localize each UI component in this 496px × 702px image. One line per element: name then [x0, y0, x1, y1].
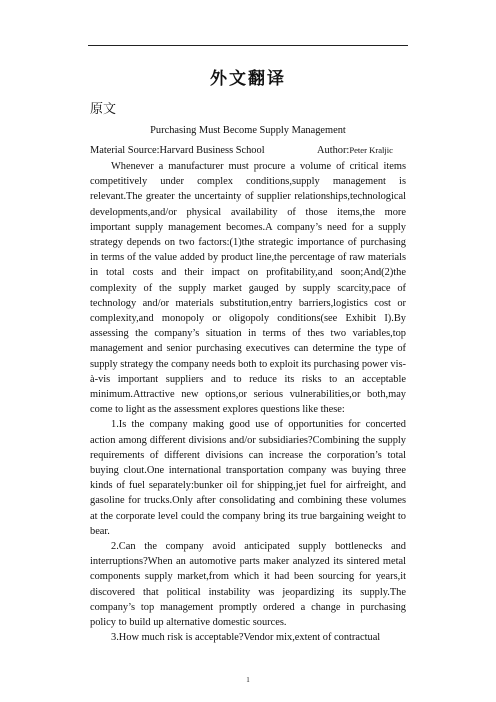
document-title: 外文翻译 — [210, 69, 286, 89]
paragraph-intro: Whenever a manufacturer must procure a volume of critical items competitively under complex conditions,supply management is relevant.The greater the uncertainty of supplier relationships,technological developments,and/or physical availability of those items,the more important supply management becomes.A company’s need for a supply strategy depends on two factors:(1)the strategic importance of purchasing in terms of the value added by product line,the percentage of raw materials in total costs and their impact on profitability,and soon;And(2)the complexity of the supply market gauged by supply scarcity,pace of technology and/or materials substitution,entry barriers,logistics cost or complexity,and monopoly or oligopoly conditions(see Exhibit I).By assessing the company’s situation in terms of thes two variables,top management and senior purchasing executives can determine the type of supply strategy the company needs both to exploit its purchasing power vis-à-vis important suppliers and to reduce its risks to an acceptable minimum.Attractive new options,or serious vulnerabilities,or both,may come to light as the assessment explores questions like these: — [90, 161, 406, 416]
paragraph-point-2: 2.Can the company avoid anticipated supply bottlenecks and interruptions?When an automotive parts maker analyzed its sintered metal components supply market,from which it had been sourcing for years,it discovered that political instability was jeopardizing its supply.The company’s top management promptly ordered a change in purchasing policy to build up alternative domestic sources. — [90, 541, 406, 629]
article-title: Purchasing Must Become Supply Management — [150, 125, 346, 136]
header-rule — [88, 45, 408, 46]
author-label: Author: — [317, 145, 350, 156]
article-body — [90, 159, 406, 646]
author-credit — [317, 143, 393, 158]
paragraph-point-1: 1.Is the company making good use of opportunities for concerted action among different divisions and/or subsidiaries?Combining the supply requirements of different divisions can increase the corporation’s total buying clout.One international transportation company was buying three kinds of fuel separately:bunker oil for shipping,jet fuel for airfreight, and gasoline for trucks.Only after consolidating and combining these volumes at the corporate level could the company bring its true bargaining weight to bear. — [90, 419, 406, 537]
paragraph-point-3: 3.How much risk is acceptable?Vendor mix,extent of contractual — [111, 632, 381, 644]
source-line — [90, 143, 406, 158]
author-name: Peter Kraljic — [349, 145, 393, 155]
material-source: Material Source:Harvard Business School — [90, 145, 265, 156]
section-heading-original: 原文 — [90, 102, 117, 117]
page-number: 1 — [246, 676, 250, 684]
